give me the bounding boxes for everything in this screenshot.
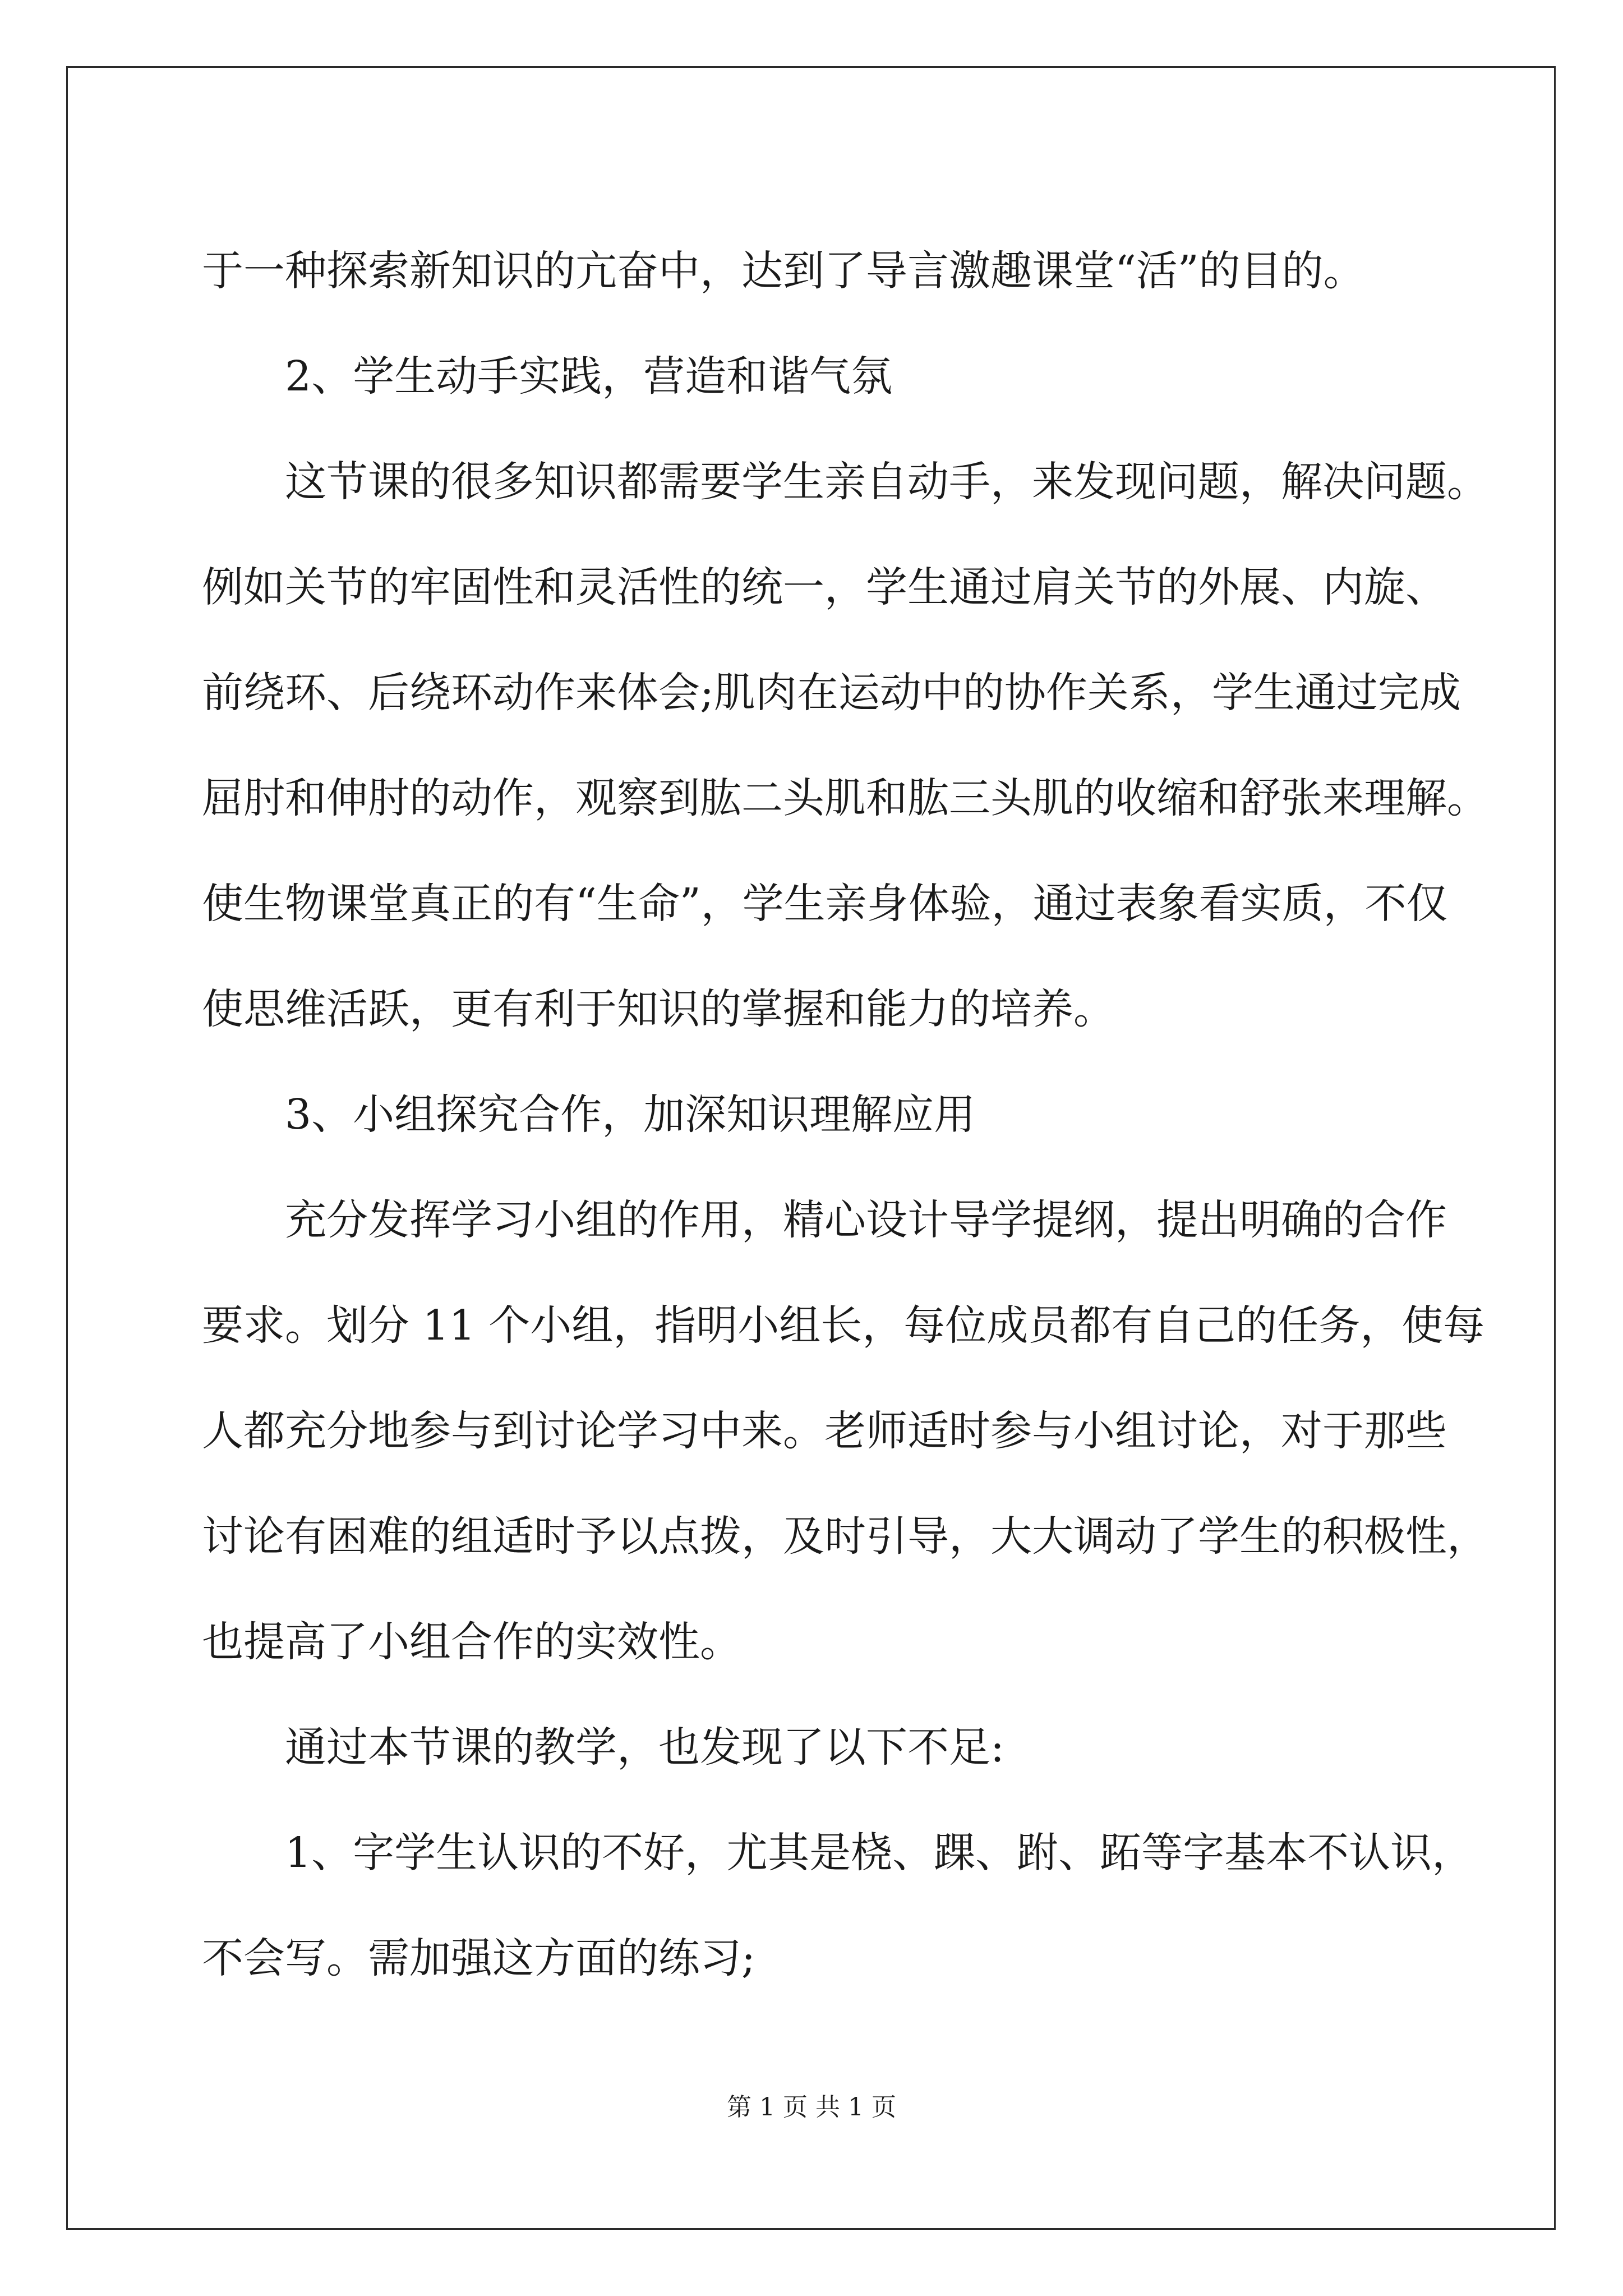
text-line-5: 前绕环、后绕环动作来体会;肌肉在运动中的协作关系，学生通过完成 bbox=[202, 669, 1461, 717]
text-line-4: 例如关节的牢固性和灵活性的统一，学生通过肩关节的外展、内旋、 bbox=[202, 563, 1447, 611]
page-footer: 第 1 页 共 1 页 bbox=[727, 2093, 896, 2122]
text-line-7: 使生物课堂真正的有“生命”，学生亲身体验，通过表象看实质，不仅 bbox=[202, 880, 1448, 928]
text-line-13: 讨论有困难的组适时予以点拨，及时引导，大大调动了学生的积极性， bbox=[202, 1512, 1488, 1561]
heading-2: 2、学生动手实践，营造和谐气氛 bbox=[285, 352, 893, 401]
text-line-15: 通过本节课的教学，也发现了以下不足: bbox=[285, 1723, 1004, 1772]
heading-3: 3、小组探究合作，加深知识理解应用 bbox=[285, 1091, 976, 1139]
text-line-16: 1、字学生认识的不好，尤其是桡、踝、跗、跖等字基本不认识， bbox=[285, 1829, 1474, 1877]
text-line-12: 人都充分地参与到讨论学习中来。老师适时参与小组讨论，对于那些 bbox=[202, 1407, 1447, 1455]
text-line-1: 于一种探索新知识的亢奋中，达到了导言激趣课堂“活”的目的。 bbox=[202, 247, 1365, 295]
text-line-17: 不会写。需加强这方面的练习; bbox=[202, 1934, 755, 1982]
text-line-3: 这节课的很多知识都需要学生亲自动手，来发现问题，解决问题。 bbox=[285, 458, 1488, 506]
text-line-8: 使思维活跃，更有利于知识的掌握和能力的培养。 bbox=[202, 985, 1115, 1033]
document-body bbox=[202, 215, 1497, 2008]
text-line-14: 也提高了小组合作的实效性。 bbox=[202, 1618, 741, 1666]
text-line-10: 充分发挥学习小组的作用，精心设计导学提纲，提出明确的合作 bbox=[285, 1196, 1447, 1244]
text-line-6: 屈肘和伸肘的动作，观察到肱二头肌和肱三头肌的收缩和舒张来理解。 bbox=[202, 774, 1488, 822]
text-line-11: 要求。划分 11 个小组，指明小组长，每位成员都有自己的任务，使每 bbox=[202, 1301, 1485, 1350]
